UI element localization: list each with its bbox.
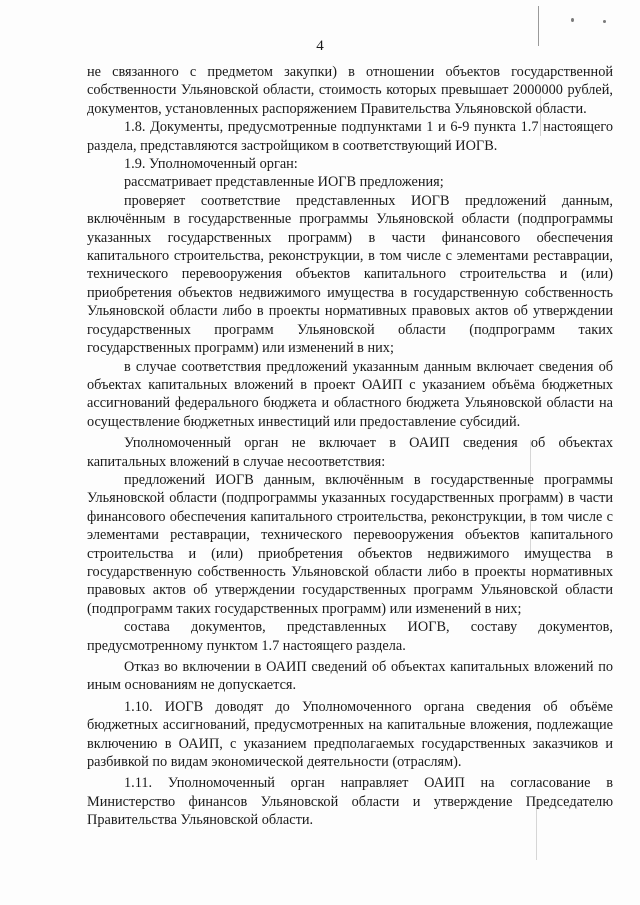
paragraph: Отказ во включении в ОАИП сведений об объектах капитальных вложений по иным основаниям не допускается. bbox=[87, 659, 613, 694]
paragraph: проверяет соответствие представленных ИОГВ предложений данным, включённым в государственные программы Ульяновской области (подпрограммы указанных государственных программ) в части финансового обеспечения капитального строительства, реконструкции, в том числе с элементами реставрации, технического перевооружения объектов капитального строительства и (или) приобретения объектов недвижимого имущества в государственную собственность Ульяновской области либо в проекты нормативных правовых актов об утверждении государственных программ Ульяновской области (подпрограмм таких государственных программ) или изменений в них; bbox=[87, 192, 613, 357]
document-body bbox=[87, 63, 613, 830]
paragraph: состава документов, представленных ИОГВ, составу документов, предусмотренному пунктом 1.7 настоящего раздела. bbox=[87, 619, 613, 654]
scan-speck bbox=[571, 18, 574, 22]
scan-speck bbox=[603, 20, 606, 23]
paragraph: 1.11. Уполномоченный орган направляет ОАИП на согласование в Министерство финансов Ульяновской области и утверждение Председателю Правительства Ульяновской области. bbox=[87, 775, 613, 829]
paragraph: Уполномоченный орган не включает в ОАИП сведения об объектах капитальных вложений в случае несоответствия: bbox=[87, 435, 613, 470]
paragraph: не связанного с предметом закупки) в отношении объектов государственной собственности Ульяновской области, стоимость которых превышает 2000000 рублей, документов, установленных распоряжением Правительства Ульяновской области. bbox=[87, 64, 613, 117]
paragraph: 1.9. Уполномоченный орган: bbox=[124, 156, 298, 173]
paragraph: в случае соответствия предложений указанным данным включает сведения об объектах капитальных вложений в проект ОАИП с указанием объёма бюджетных ассигнований федерального бюджета и областного бюджета Ульяновской области на осуществление бюджетных инвестиций или предоставление субсидий. bbox=[87, 358, 613, 430]
paragraph: 1.10. ИОГВ доводят до Уполномоченного органа сведения об объёме бюджетных ассигнований, предусмотренных на капитальные вложения, подлежащие включению в ОАИП, с указанием предполагаемых государственных заказчиков и разбивкой по видам экономической деятельности (отраслям). bbox=[87, 698, 613, 771]
paragraph: 1.8. Документы, предусмотренные подпунктами 1 и 6-9 пункта 1.7 настоящего раздела, представляются застройщиком в соответствующий ИОГВ. bbox=[87, 119, 613, 154]
paragraph: рассматривает представленные ИОГВ предложения; bbox=[124, 174, 444, 191]
page-number: 4 bbox=[316, 38, 324, 54]
paragraph: предложений ИОГВ данным, включённым в государственные программы Ульяновской области (подпрограммы указанных государственных программ) в части финансового обеспечения капитального строительства, реконструкции, в том числе с элементами реставрации, технического перевооружения объектов капитального строительства и (или) приобретения объектов недвижимого имущества в государственную собственность Ульяновской области либо в проекты нормативных правовых актов об утверждении государственных программ Ульяновской области (подпрограмм таких государственных программ) или изменений в них; bbox=[87, 471, 613, 617]
